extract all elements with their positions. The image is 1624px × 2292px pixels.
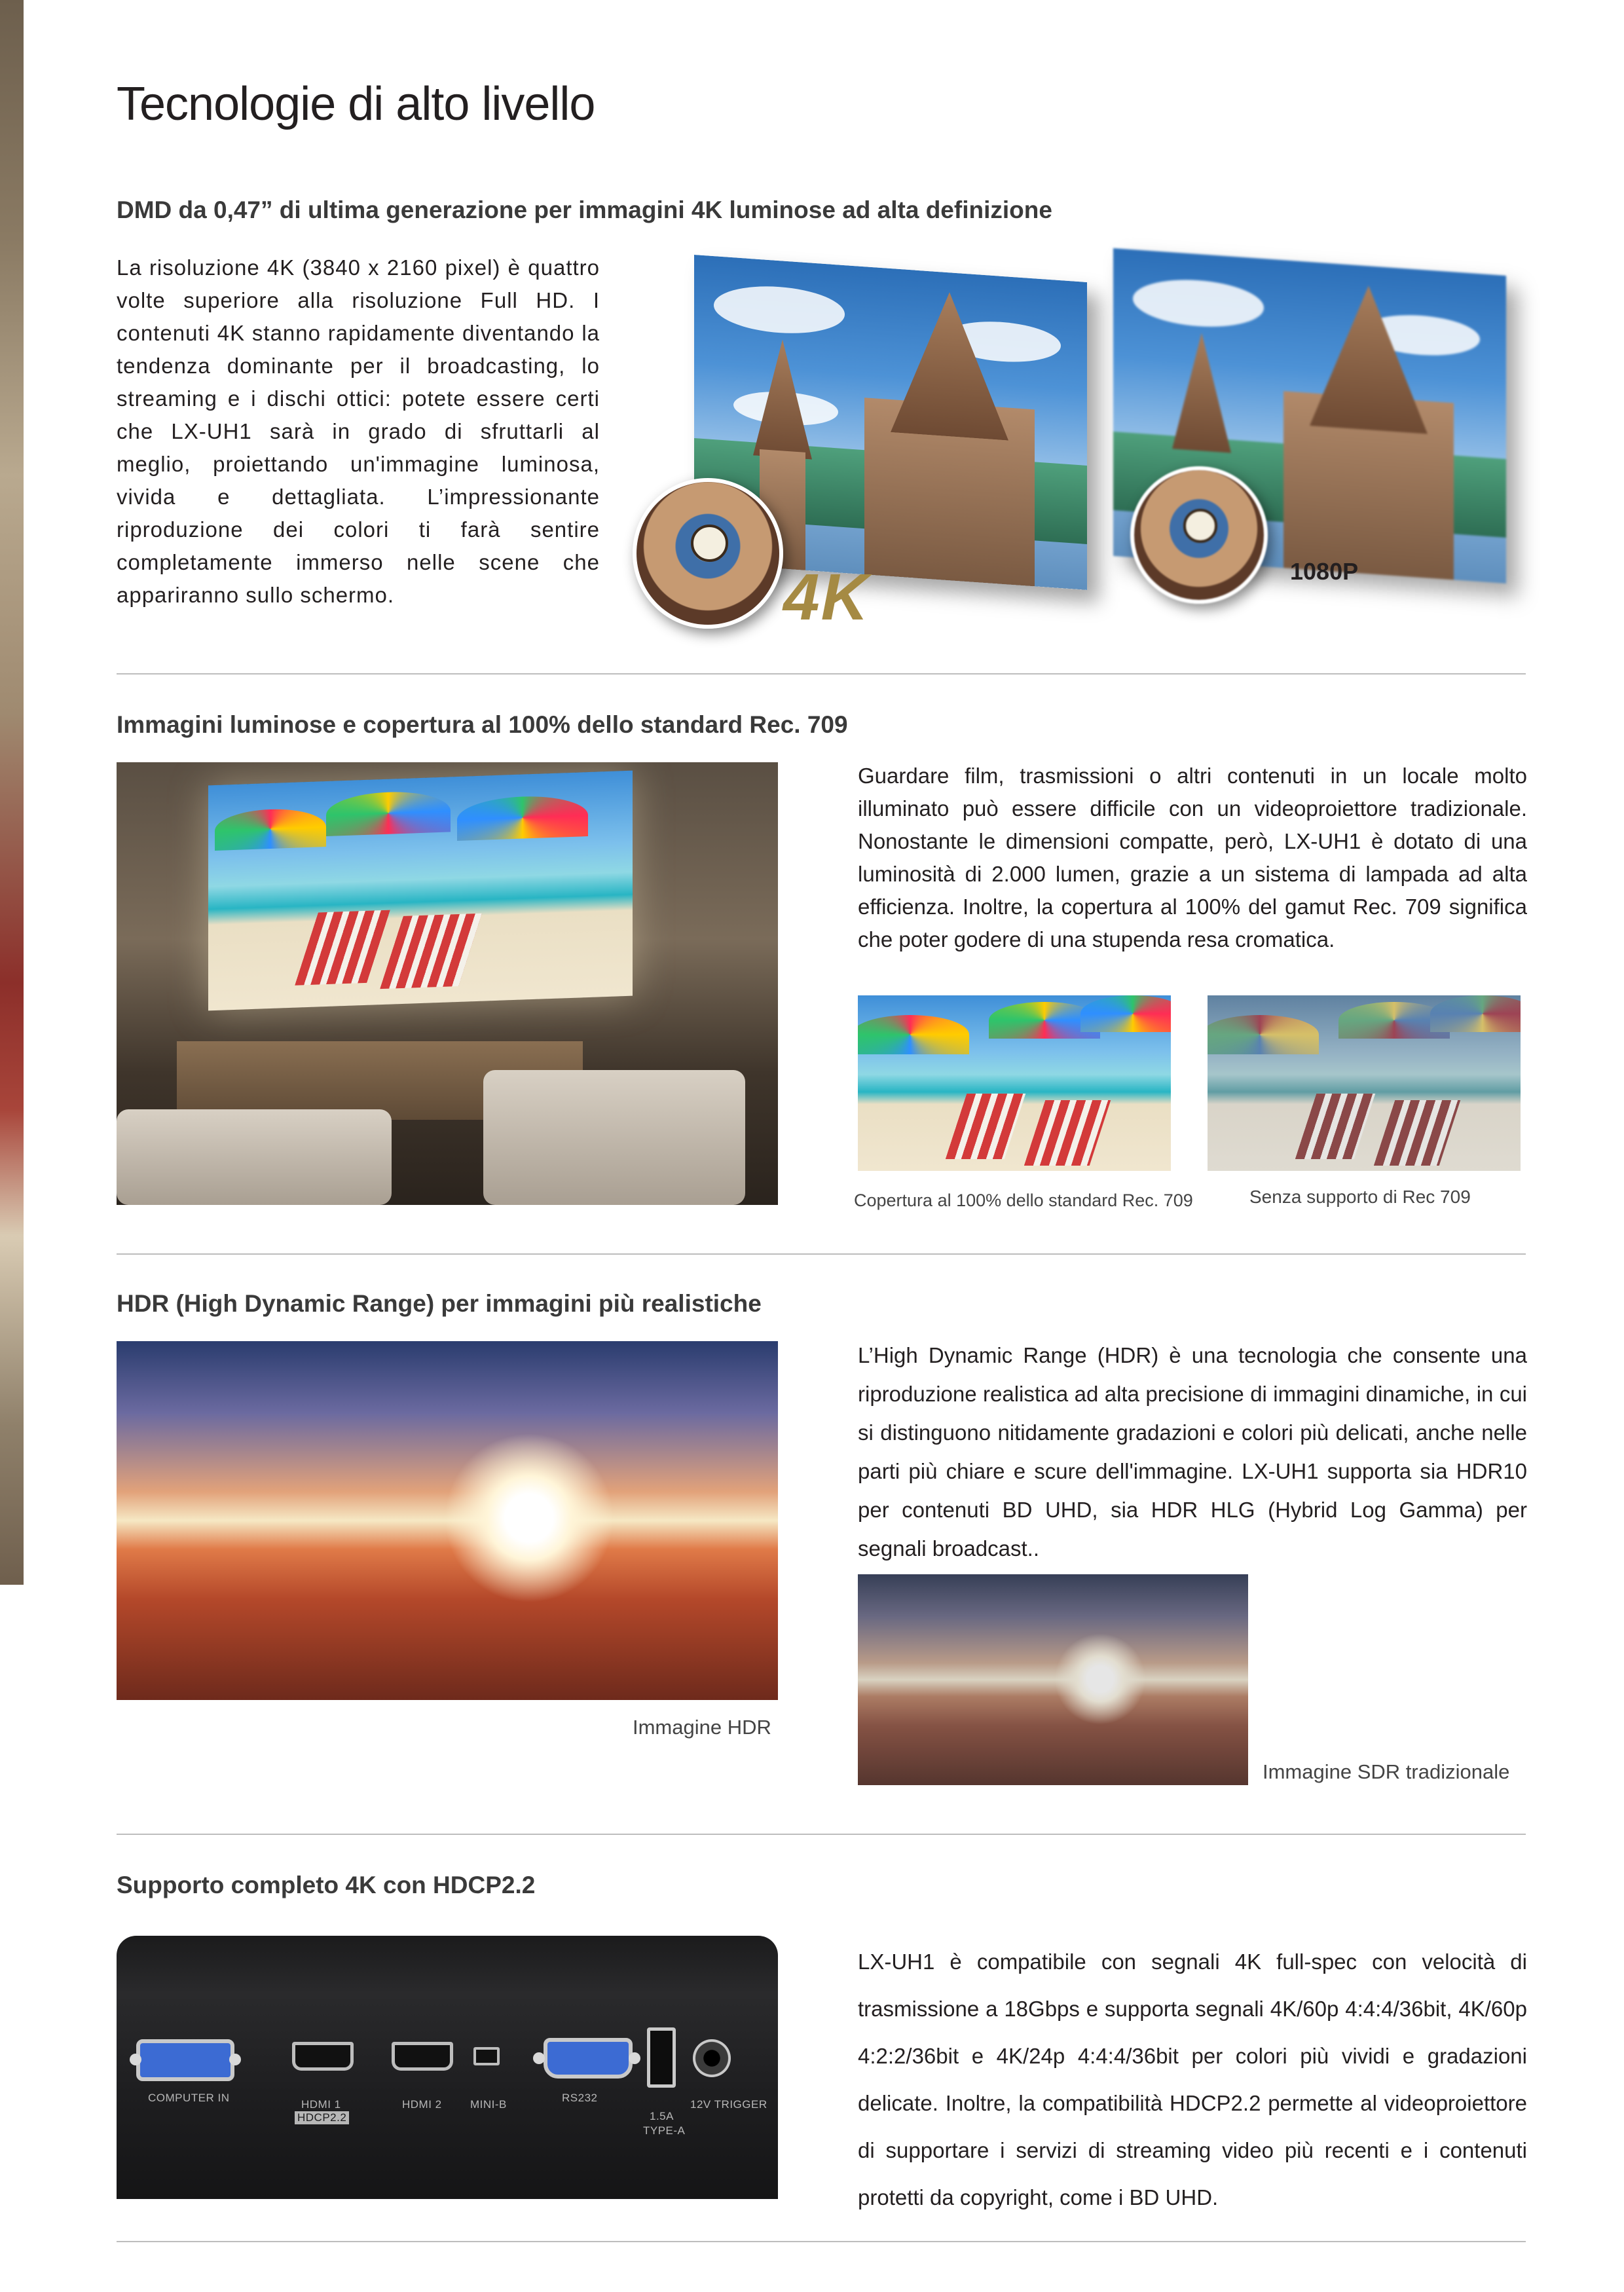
hdmi1-port-icon	[292, 2042, 354, 2071]
section-heading-hdcp: Supporto completo 4K con HDCP2.2	[117, 1872, 536, 1898]
clock-zoom-1080p	[1130, 466, 1268, 604]
port-label-computer-in: COMPUTER IN	[148, 2092, 230, 2104]
rs232-port-icon	[544, 2038, 633, 2079]
port-label-trigger: 12V TRIGGER	[690, 2098, 767, 2111]
port-label-usb-type: TYPE-A	[643, 2124, 686, 2137]
section-divider	[117, 1253, 1526, 1255]
beach-image-no-rec709	[1208, 995, 1521, 1171]
section-body-hdcp-text: LX-UH1 è compatibile con segnali 4K full-spec con velocità di trasmissione a 18Gbps e supporta segnali 4K/60p 4:4:4/36bit, 4K/60p 4:2:2/36bit e 4K/24p 4:4:4/36bit per colori più vividi e gradazioni delicate. Inoltre, la compatibilità HDCP2.2 permette al videoproiettore di supportare i servizi di streaming video più recenti e i contenuti protetti da copyright, come i BD UHD.	[858, 1950, 1527, 2209]
section-heading-dmd: DMD da 0,47” di ultima generazione per immagini 4K luminose ad alta definizione	[117, 196, 1052, 223]
section-body-dmd	[117, 251, 600, 612]
badge-1080p: 1080P	[1290, 558, 1359, 585]
vga-port-icon	[136, 2039, 234, 2081]
port-label-mini-b: MINI-B	[470, 2098, 507, 2111]
edge-photo-strip	[0, 0, 24, 1585]
section-divider	[117, 2241, 1526, 2242]
caption-no-rec709: Senza supporto di Rec 709	[1249, 1187, 1471, 1207]
section-body-hdcp	[858, 1938, 1527, 2221]
hdr-landscape-image	[117, 1341, 778, 1700]
section-heading-hdr: HDR (High Dynamic Range) per immagini più realistiche	[117, 1290, 762, 1317]
sdr-landscape-image	[858, 1574, 1248, 1785]
usb-port-icon	[647, 2027, 676, 2088]
caption-rec709: Copertura al 100% dello standard Rec. 709	[854, 1191, 1193, 1210]
caption-hdr: Immagine HDR	[633, 1716, 771, 1739]
hdmi2-port-icon	[392, 2042, 453, 2071]
clock-zoom-4k	[633, 478, 783, 629]
section-body-rec709	[858, 760, 1527, 956]
section-heading-rec709: Immagini luminose e copertura al 100% dello standard Rec. 709	[117, 711, 848, 738]
section-divider	[117, 1834, 1526, 1835]
port-label-usb: 1.5A	[650, 2110, 674, 2122]
port-label-rs232: RS232	[562, 2092, 598, 2104]
page-title: Tecnologie di alto livello	[117, 78, 595, 130]
living-room-projection-image	[117, 762, 778, 1205]
port-label-hdmi2: HDMI 2	[402, 2098, 442, 2111]
badge-4k: 4K	[783, 561, 870, 634]
projector-ports-image	[117, 1936, 778, 2199]
caption-sdr: Immagine SDR tradizionale	[1263, 1760, 1510, 1783]
port-label-hdmi1: HDMI 1	[301, 2098, 341, 2111]
port-label-hdmi1-hdcp: HDCP2.2	[295, 2111, 349, 2124]
mini-b-port-icon	[473, 2047, 500, 2065]
beach-image-rec709	[858, 995, 1171, 1171]
trigger-jack-icon	[693, 2039, 731, 2077]
section-divider	[117, 673, 1526, 675]
section-body-rec709-text: Guardare film, trasmissioni o altri contenuti in un locale molto illuminato può essere difficile con un videoproiettore tradizionale. Nonostante le dimensioni compatte, però, LX-UH1 è dotato di una luminosità di 2.000 lumen, grazie a un sistema di lampada ad alta efficienza. Inoltre, la copertura al 100% del gamut Rec. 709 significa che poter godere di una stupenda resa cromatica.	[858, 764, 1527, 952]
section-body-hdr-text: L’High Dynamic Range (HDR) è una tecnologia che consente una riproduzione realistica ad alta precisione di immagini dinamiche, in cui si distinguono nitidamente gradazioni e colori più delicati, anche nelle parti più chiare e scure dell'immagine. LX-UH1 supporta sia HDR10 per contenuti BD UHD, sia HDR HLG (Hybrid Log Gamma) per segnali broadcast..	[858, 1343, 1527, 1561]
section-body-dmd-text: La risoluzione 4K (3840 x 2160 pixel) è quattro volte superiore alla risoluzione Full HD. I contenuti 4K stanno rapidamente diventando la tendenza dominante per il broadcasting, lo streaming e i dischi ottici: potete essere certi che LX-UH1 sarà in grado di sfruttarli al meglio, proiettando un'immagine luminosa, vivida e dettagliata. L’impressionante riproduzione dei colori ti farà sentire completamente immerso nelle scene che appariranno sullo schermo.	[117, 255, 600, 607]
section-body-hdr	[858, 1336, 1527, 1568]
